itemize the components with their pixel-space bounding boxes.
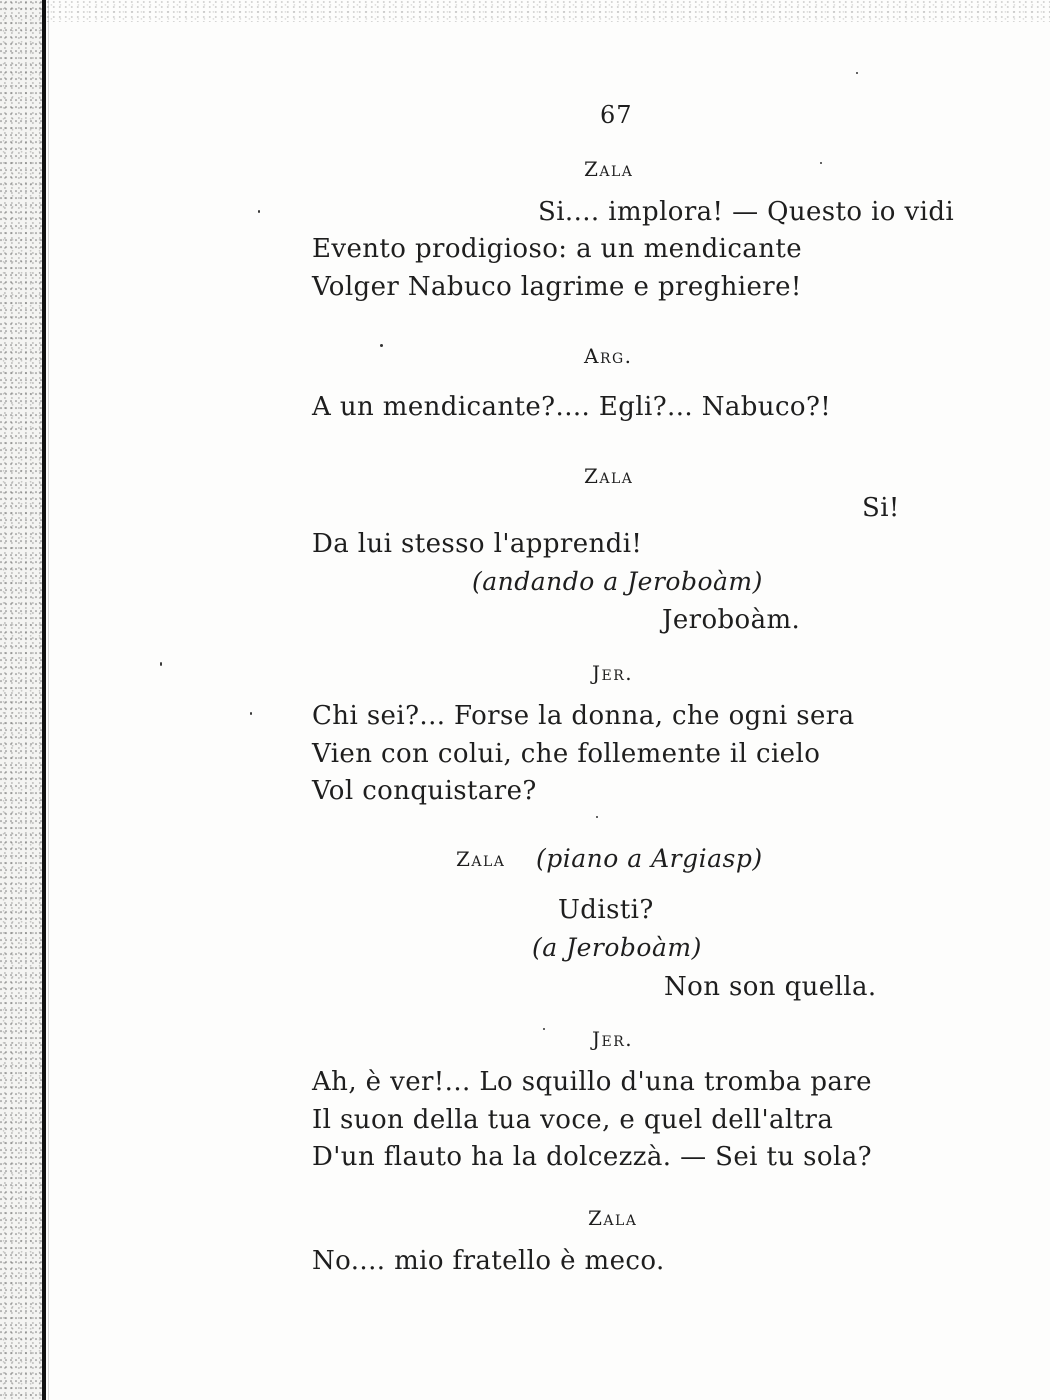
- stage-direction: (a Jeroboàm): [532, 933, 702, 962]
- speaker-name: Zala: [456, 847, 506, 871]
- verse-line: Vol conquistare?: [312, 776, 537, 806]
- verse-line: Udisti?: [558, 895, 654, 925]
- scan-speck: [258, 210, 260, 213]
- speaker-name: Zala: [584, 157, 634, 181]
- verse-line: Evento prodigioso: a un mendicante: [312, 234, 802, 264]
- verse-line: Volger Nabuco lagrime e preghiere!: [312, 272, 802, 302]
- verse-line: Non son quella.: [664, 972, 877, 1002]
- scan-speck: [380, 344, 383, 347]
- speaker-direction: (piano a Argiasp): [536, 844, 763, 873]
- verse-line: Chi sei?... Forse la donna, che ogni sera: [312, 701, 855, 731]
- verse-line: D'un flauto ha la dolcezzà. — Sei tu sola?: [312, 1142, 872, 1172]
- verse-line: Si!: [862, 493, 900, 523]
- verse-line: A un mendicante?.... Egli?... Nabuco?!: [312, 392, 832, 422]
- verse-line: Ah, è ver!... Lo squillo d'una tromba pare: [312, 1067, 872, 1097]
- verse-line: Jeroboàm.: [662, 605, 801, 635]
- scan-speck: [543, 1028, 545, 1030]
- scan-speck: [250, 712, 252, 715]
- binding-edge: [42, 0, 46, 1400]
- scan-noise: [46, 0, 1050, 22]
- speaker-name: Jer.: [592, 661, 634, 685]
- verse-line: Il suon della tua voce, e quel dell'altra: [312, 1105, 834, 1135]
- speaker-name: Zala: [588, 1206, 638, 1230]
- verse-line: No.... mio fratello è meco.: [312, 1246, 665, 1276]
- verse-line: Da lui stesso l'apprendi!: [312, 529, 643, 559]
- verse-line: Vien con colui, che follemente il cielo: [312, 739, 821, 769]
- scan-speck: [856, 72, 858, 74]
- stage-direction: (andando a Jeroboàm): [472, 567, 763, 596]
- speaker-name: Arg.: [584, 344, 633, 368]
- verse-line: Si.... implora! — Questo io vidi: [538, 197, 955, 227]
- scan-speck: [160, 662, 162, 666]
- scan-speck: [596, 816, 598, 818]
- scan-speck: [820, 162, 822, 164]
- scan-gutter: [0, 0, 42, 1400]
- speaker-name: Zala: [584, 464, 634, 488]
- page-number: 67: [600, 101, 633, 129]
- speaker-name: Jer.: [592, 1027, 634, 1051]
